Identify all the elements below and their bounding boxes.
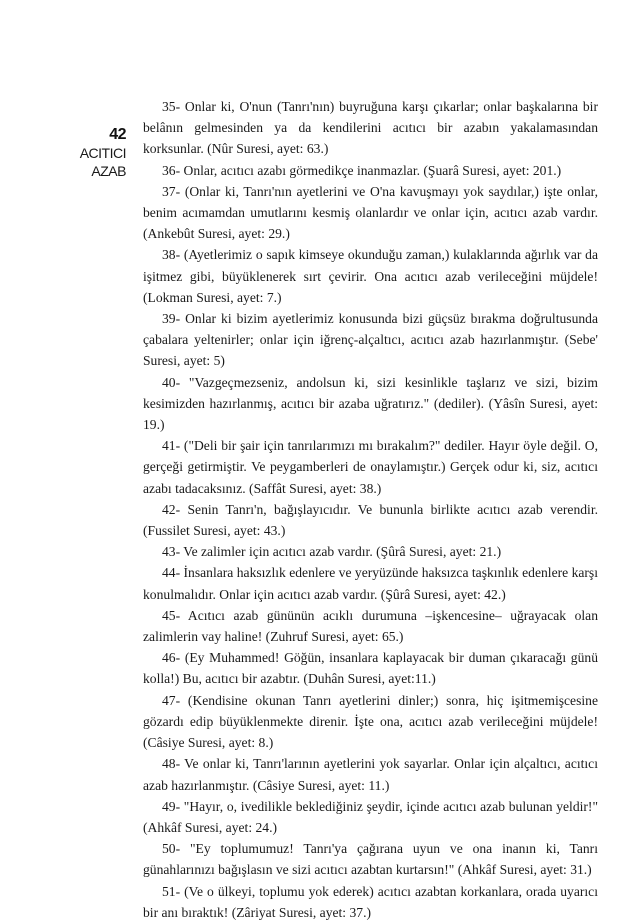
paragraph-38: 38- (Ayetlerimiz o sapık kimseye okunduğu zaman,) kulaklarında ağırlık var da işitmez gibi, büyüklenerek sırt çevirir. Ona acıtıcı azab verileceğini müjdele! (Lokman Suresi, ayet: 7.) <box>143 247 598 305</box>
paragraph-46: 46- (Ey Muhammed! Göğün, insanlara kaplayacak bir duman çıkaracağı günü kolla!) Bu, acıtıcı bir azabtır. (Duhân Suresi, ayet:11.) <box>143 650 598 687</box>
paragraph-40: 40- "Vazgeçmezseniz, andolsun ki, sizi kesinlikle taşlarız ve sizi, bizim kesimizden hazırlanmış, acıtıcı bir azaba uğratırız." (dediler). (Yâsîn Suresi, ayet: 19.) <box>143 374 598 433</box>
paragraph-45: 45- Acıtıcı azab gününün acıklı durumuna –işkencesine– uğrayacak olan zalimlerin vay haline! (Zuhruf Suresi, ayet: 65.) <box>143 607 598 645</box>
paragraph-42: 42- Senin Tanrı'n, bağışlayıcıdır. Ve bununla birlikte acıtıcı azab verendir. (Fussilet Suresi, ayet: 43.) <box>143 501 598 539</box>
paragraph-41: 41- ("Deli bir şair için tanrılarımızı mı bırakalım?" dediler. Hayır öyle değil. O, gerçeği getirmiştir. Ve peygamberleri de onaylamıştır.) Gerçek odur ki, siz, acıtıcı azabı tadacaksınız. (Saffât Suresi, ayet: 38.) <box>143 438 598 496</box>
paragraph-48: 48- Ve onlar ki, Tanrı'larının ayetlerini yok sayarlar. Onlar için alçaltıcı, acıtıcı azab hazırlanmıştır. (Câsiye Suresi, ayet: 11.) <box>143 756 598 793</box>
paragraph-51: 51- (Ve o ülkeyi, toplumu yok ederek) acıtıcı azabtan korkanlara, orada uyarıcı bir anı bıraktık! (Zâriyat Suresi, ayet: 37.) <box>143 883 598 920</box>
paragraph-50: 50- "Ey toplumumuz! Tanrı'ya çağırana uyun ve ona inanın ki, Tanrı günahlarınızı bağışlasın ve sizi acıtıcı azabtan kurtarsın!" (Ahkâf Suresi, ayet: 31.) <box>143 841 598 878</box>
paragraph-49: 49- "Hayır, o, ivedilikle beklediğiniz şeydir, içinde acıtıcı azab bulunan yeldir!" (Ahkâf Suresi, ayet: 24.) <box>143 798 598 835</box>
paragraph-43: 43- Ve zalimler için acıtıcı azab vardır. (Şûrâ Suresi, ayet: 21.) <box>162 544 502 560</box>
paragraph-47: 47- (Kendisine okunan Tanrı ayetlerini dinler;) sonra, hiç işitmemişcesine gözardı edip büyüklenmekte direnir. İşte ona, acıtıcı azab verileceğini müjdele! (Câsiye Suresi, ayet: 8.) <box>143 692 598 751</box>
paragraph-35: 35- Onlar ki, O'nun (Tanrı'nın) buyruğuna karşı çıkarlar; onlar başkalarına bir belânın gelmesinden ya da kendilerini acıtıcı bir azabın yakalamasından korksunlar. (Nûr Suresi, ayet: 63.) <box>143 99 598 157</box>
paragraph-37: 37- (Onlar ki, Tanrı'nın ayetlerini ve O'na kavuşmayı yok saydılar,) işte onlar, benim acımamdan umutlarını kesmiş olanlardır ve onlar için, acıtıcı azab vardır. (Ankebût Suresi, ayet: 29.) <box>143 183 598 242</box>
paragraph-44: 44- İnsanlara haksızlık edenlere ve yeryüzünde haksızca taşkınlık edenlere karşı konulmalıdır. Onlar için acıtıcı azab vardır. (Şûrâ Suresi, ayet: 42.) <box>143 565 598 602</box>
page-number: 42 <box>109 126 126 143</box>
chapter-title-line-2: AZAB <box>91 163 126 179</box>
paragraph-36: 36- Onlar, acıtıcı azabı görmedikçe inanmazlar. (Şuarâ Suresi, ayet: 201.) <box>162 162 562 178</box>
body-text <box>143 96 598 923</box>
running-header <box>70 126 126 180</box>
paragraph-39: 39- Onlar ki bizim ayetlerimiz konusunda bizi güçsüz bırakma doğrultusunda çabalara yeltenirler; onlar için iğrenç-alçaltıcı, acıtıcı azab hazırlanmıştır. (Sebe' Suresi, ayet: 5) <box>143 311 598 369</box>
chapter-title-line-1: ACITICI <box>79 145 126 161</box>
